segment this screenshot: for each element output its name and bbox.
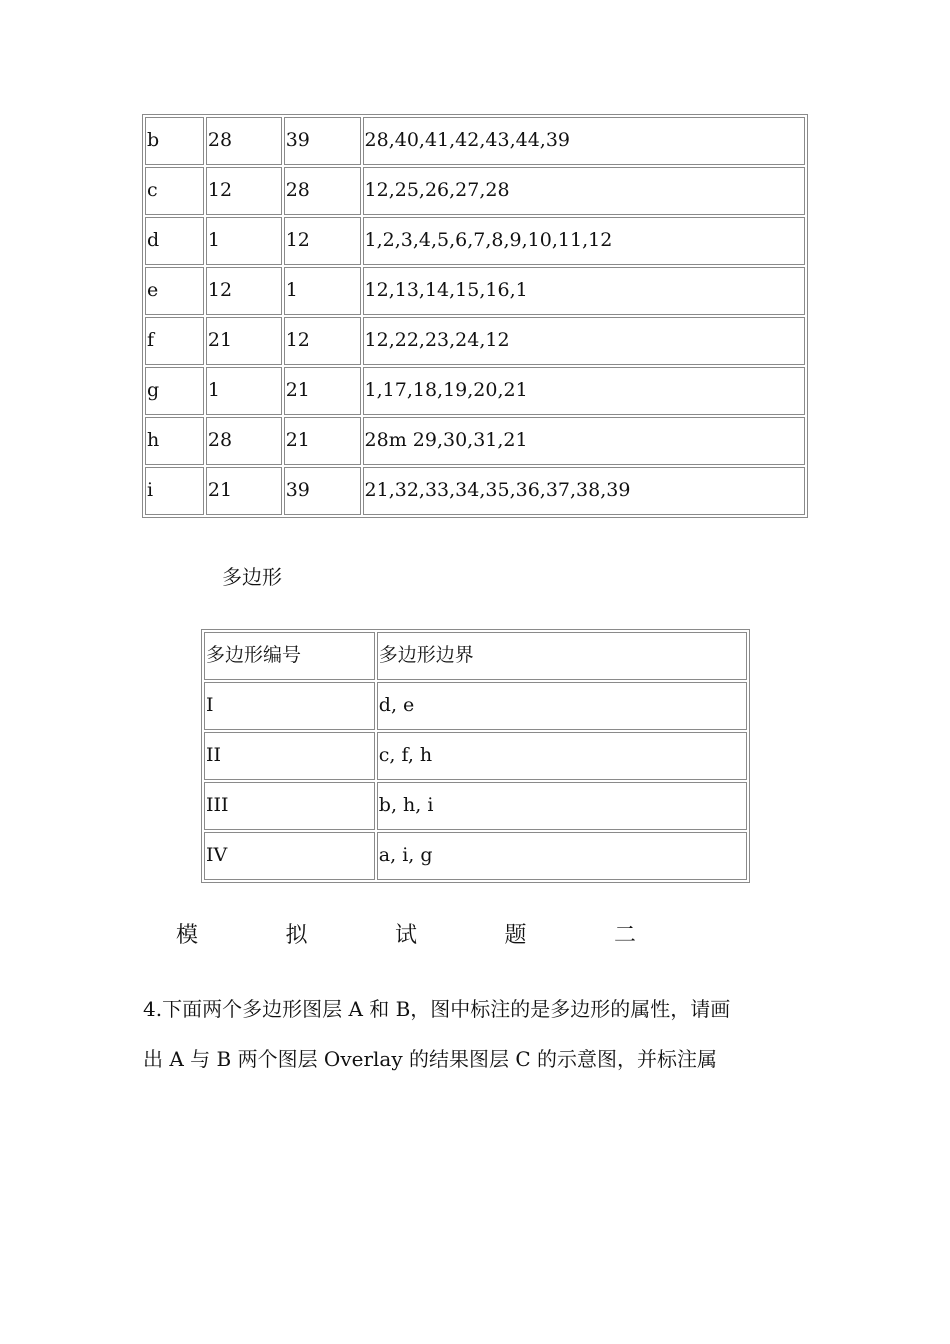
section-title-char: 拟 xyxy=(285,923,308,948)
start-node-cell: 1 xyxy=(206,217,282,265)
section-title-char: 试 xyxy=(394,923,417,948)
end-node-cell: 28 xyxy=(284,167,361,215)
start-node-cell: 1 xyxy=(206,367,282,415)
start-node-cell: 28 xyxy=(206,117,282,165)
end-node-cell: 21 xyxy=(284,417,361,465)
section-title-char: 二 xyxy=(613,923,636,948)
start-node-cell: 28 xyxy=(206,417,282,465)
section-title-char: 题 xyxy=(504,923,527,948)
table-row xyxy=(204,732,747,780)
start-node-cell: 21 xyxy=(206,317,282,365)
polygon-boundary-cell: d, e xyxy=(377,682,747,730)
node-list-cell: 12,13,14,15,16,1 xyxy=(363,267,805,315)
end-node-cell: 21 xyxy=(284,367,361,415)
polygon-id-cell: III xyxy=(204,782,375,830)
node-list-cell: 21,32,33,34,35,36,37,38,39 xyxy=(363,467,805,515)
polygon-id-cell: IV xyxy=(204,832,375,880)
section-title xyxy=(176,920,636,952)
arc-id-cell: b xyxy=(145,117,204,165)
table-row xyxy=(145,317,805,365)
node-list-cell: 28m 29,30,31,21 xyxy=(363,417,805,465)
polygon-table xyxy=(201,629,750,883)
question-text-line: 4.下面两个多边形图层 A 和 B，图中标注的是多边形的属性，请画 xyxy=(143,997,731,1021)
node-list-cell: 12,25,26,27,28 xyxy=(363,167,805,215)
section-title-char: 模 xyxy=(176,923,199,948)
column-header-polygon-id: 多边形编号 xyxy=(204,632,375,680)
end-node-cell: 12 xyxy=(284,217,361,265)
node-list-cell: 1,2,3,4,5,6,7,8,9,10,11,12 xyxy=(363,217,805,265)
end-node-cell: 39 xyxy=(284,117,361,165)
table-row xyxy=(204,682,747,730)
table-header-row xyxy=(204,632,747,680)
start-node-cell: 12 xyxy=(206,267,282,315)
arc-id-cell: e xyxy=(145,267,204,315)
table-row xyxy=(145,117,805,165)
polygon-boundary-cell: c, f, h xyxy=(377,732,747,780)
node-list-cell: 12,22,23,24,12 xyxy=(363,317,805,365)
polygon-boundary-cell: b, h, i xyxy=(377,782,747,830)
question-text-line: 出 A 与 B 两个图层 Overlay 的结果图层 C 的示意图，并标注属 xyxy=(143,1047,718,1071)
column-header-polygon-boundary: 多边形边界 xyxy=(377,632,747,680)
table-row xyxy=(145,417,805,465)
polygon-boundary-cell: a, i, g xyxy=(377,832,747,880)
table-row xyxy=(145,467,805,515)
arc-table xyxy=(142,114,808,518)
start-node-cell: 21 xyxy=(206,467,282,515)
table-row xyxy=(145,167,805,215)
arc-id-cell: i xyxy=(145,467,204,515)
table-row xyxy=(145,367,805,415)
arc-id-cell: c xyxy=(145,167,204,215)
end-node-cell: 1 xyxy=(284,267,361,315)
polygon-id-cell: II xyxy=(204,732,375,780)
arc-id-cell: f xyxy=(145,317,204,365)
end-node-cell: 12 xyxy=(284,317,361,365)
arc-id-cell: h xyxy=(145,417,204,465)
table-row xyxy=(145,217,805,265)
node-list-cell: 1,17,18,19,20,21 xyxy=(363,367,805,415)
arc-id-cell: g xyxy=(145,367,204,415)
table-row xyxy=(204,782,747,830)
arc-id-cell: d xyxy=(145,217,204,265)
end-node-cell: 39 xyxy=(284,467,361,515)
polygon-caption: 多边形 xyxy=(222,565,282,589)
start-node-cell: 12 xyxy=(206,167,282,215)
node-list-cell: 28,40,41,42,43,44,39 xyxy=(363,117,805,165)
table-row xyxy=(145,267,805,315)
polygon-id-cell: I xyxy=(204,682,375,730)
table-row xyxy=(204,832,747,880)
